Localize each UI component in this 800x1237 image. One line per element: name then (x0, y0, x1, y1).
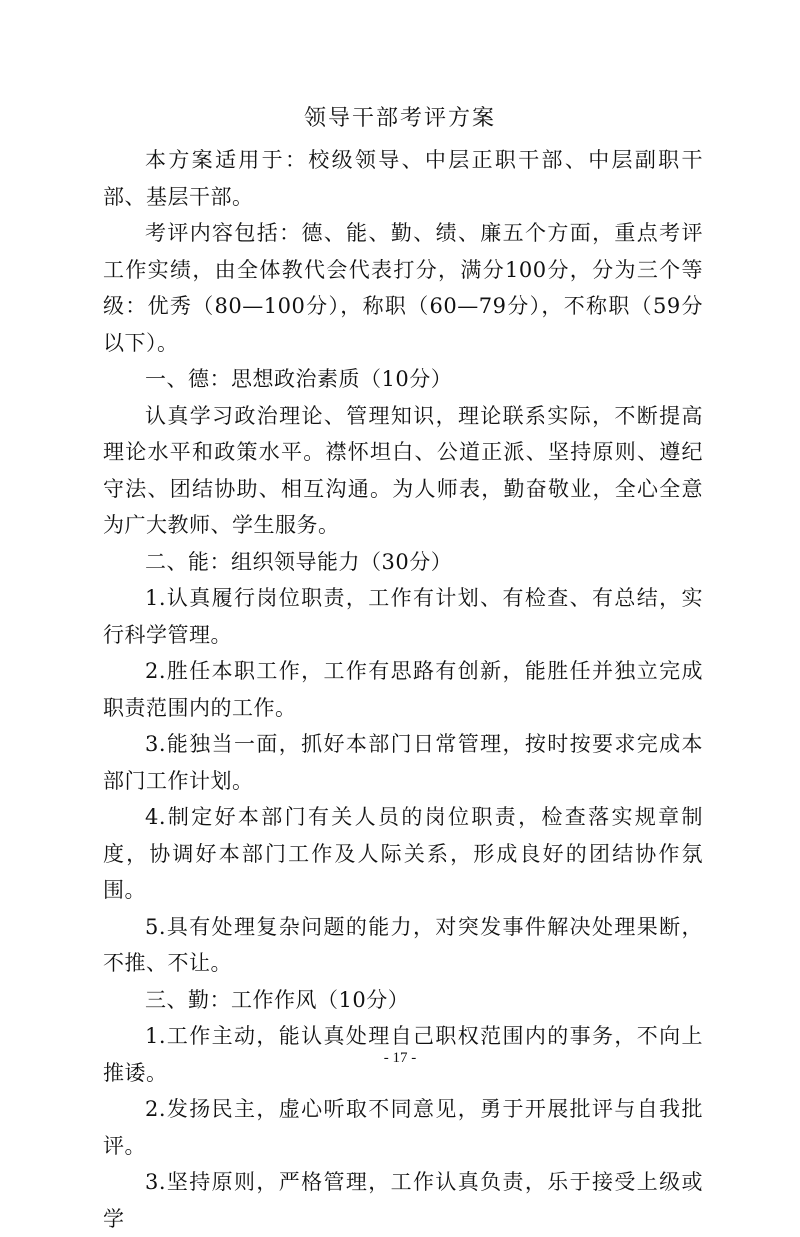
list-item: 3.坚持原则，严格管理，工作认真负责，乐于接受上级或学 (103, 1170, 703, 1231)
section-heading: 一、德：思想政治素质（10分） (145, 367, 453, 391)
section-heading: 二、能：组织领导能力（30分） (145, 549, 453, 574)
list-item: 1.工作主动，能认真处理自己职权范围内的事务，不向上推诿。 (103, 1024, 703, 1085)
paragraph: 认真学习政治理论、管理知识，理论联系实际，不断提高理论水平和政策水平。襟怀坦白、公道正派、坚持原则、遵纪守法、团结协助、相互沟通。为人师表，勤奋敬业，全心全意为广大教师、学生服务。 (103, 403, 703, 537)
document-title: 领导干部考评方案 (303, 106, 496, 131)
list-item: 1.认真履行岗位职责，工作有计划、有检查、有总结，实行科学管理。 (103, 586, 703, 647)
paragraph: 本方案适用于：校级领导、中层正职干部、中层副职干部、基层干部。 (103, 148, 703, 209)
page-number: - 17 - (383, 1050, 417, 1066)
list-item: 5.具有处理复杂问题的能力，对突发事件解决处理果断，不推、不让。 (103, 914, 703, 975)
section-heading: 三、勤：工作作风（10分） (145, 987, 410, 1012)
list-item: 3.能独当一面，抓好本部门日常管理，按时按要求完成本部门工作计划。 (103, 732, 703, 793)
list-item: 2.发扬民主，虚心听取不同意见，勇于开展批评与自我批评。 (103, 1097, 703, 1158)
paragraph: 考评内容包括：德、能、勤、绩、廉五个方面，重点考评工作实绩，由全体教代会代表打分，满分100分，分为三个等级：优秀（80—100分），称职（60—79分），不称职（59分以下）。 (103, 221, 703, 355)
document-body (103, 142, 703, 1237)
list-item: 2.胜任本职工作，工作有思路有创新，能胜任并独立完成职责范围内的工作。 (103, 659, 703, 720)
list-item: 4.制定好本部门有关人员的岗位职责，检查落实规章制度，协调好本部门工作及人际关系，形成良好的团结协作氛围。 (103, 805, 703, 902)
